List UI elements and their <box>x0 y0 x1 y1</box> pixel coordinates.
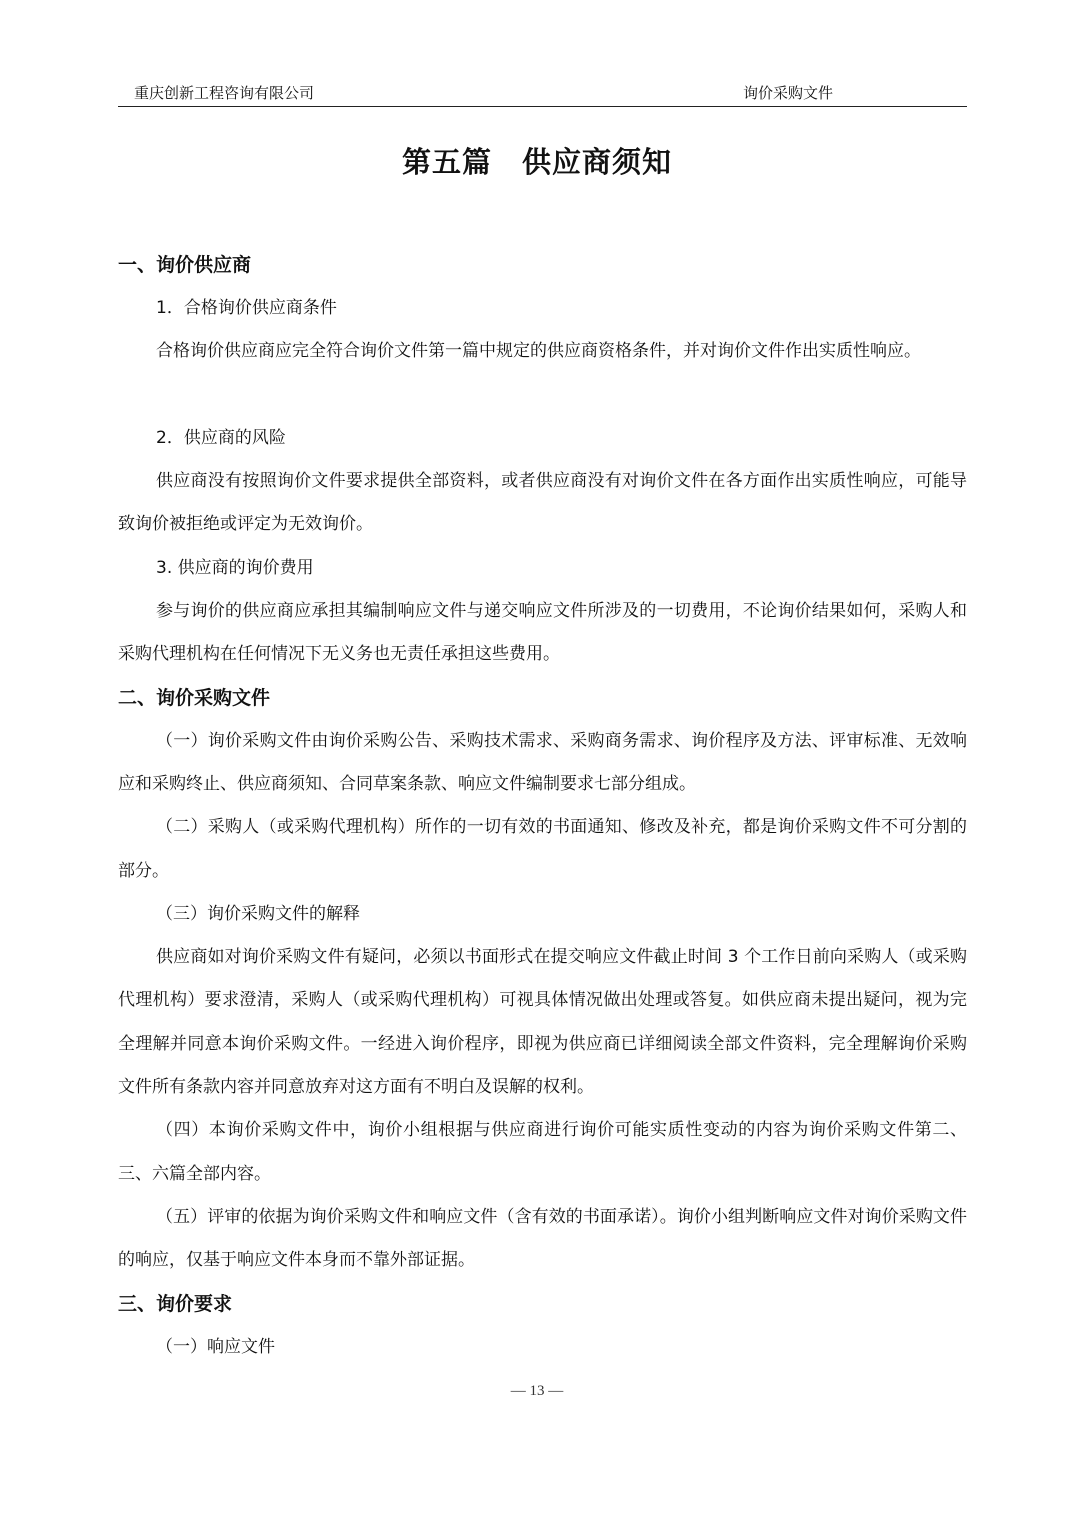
paragraph: （二）采购人（或采购代理机构）所作的一切有效的书面通知、修改及补充，都是询价采购文件不可分割的部分。 <box>118 817 967 881</box>
header-doc-type: 询价采购文件 <box>742 84 833 102</box>
section-heading: 二、询价采购文件 <box>118 686 271 709</box>
paragraph: （五）评审的依据为询价采购文件和响应文件（含有效的书面承诺）。询价小组判断响应文件对询价采购文件的响应，仅基于响应文件本身而不靠外部证据。 <box>118 1206 967 1271</box>
paragraph: （一）询价采购文件由询价采购公告、采购技术需求、采购商务需求、询价程序及方法、评审标准、无效响应和采购终止、供应商须知、合同草案条款、响应文件编制要求七部分组成。 <box>118 730 967 794</box>
section-heading: 三、询价要求 <box>118 1292 233 1315</box>
paragraph: 供应商如对询价采购文件有疑问，必须以书面形式在提交响应文件截止时间 3 个工作日前向采购人（或采购代理机构）要求澄清，采购人（或采购代理机构）可视具体情况做出处理或答复。如供应商未提出疑问，视为完全理解并同意本询价采购文件。一经进入询价程序，即视为供应商已详细阅读全部文件资料，完全理解询价采购文件所有条款内容并同意放弃对这方面有不明白及误解的权利。 <box>118 947 967 1098</box>
page-header <box>118 78 967 107</box>
item-title: 3. 供应商的询价费用 <box>156 557 314 578</box>
item-title: 2．供应商的风险 <box>156 427 286 448</box>
page-number: — 13 — <box>510 1383 564 1399</box>
paragraph: 参与询价的供应商应承担其编制响应文件与递交响应文件所涉及的一切费用，不论询价结果如何，采购人和采购代理机构在任何情况下无义务也无责任承担这些费用。 <box>118 601 967 665</box>
paragraph: 供应商没有按照询价文件要求提供全部资料，或者供应商没有对询价文件在各方面作出实质性响应，可能导致询价被拒绝或评定为无效询价。 <box>118 471 967 535</box>
document-body <box>118 244 967 1369</box>
header-company: 重庆创新工程咨询有限公司 <box>134 84 315 102</box>
item-title: 1．合格询价供应商条件 <box>156 298 337 318</box>
page-title: 第五篇 供应商须知 <box>401 145 672 179</box>
paragraph: 合格询价供应商应完全符合询价文件第一篇中规定的供应商资格条件，并对询价文件作出实质性响应。 <box>156 341 921 362</box>
section-heading: 一、询价供应商 <box>118 254 252 276</box>
item-title: （三）询价采购文件的解释 <box>156 903 360 924</box>
item-title: （一）响应文件 <box>156 1336 275 1357</box>
paragraph: （四）本询价采购文件中，询价小组根据与供应商进行询价可能实质性变动的内容为询价采购文件第二、三、六篇全部内容。 <box>118 1120 967 1184</box>
